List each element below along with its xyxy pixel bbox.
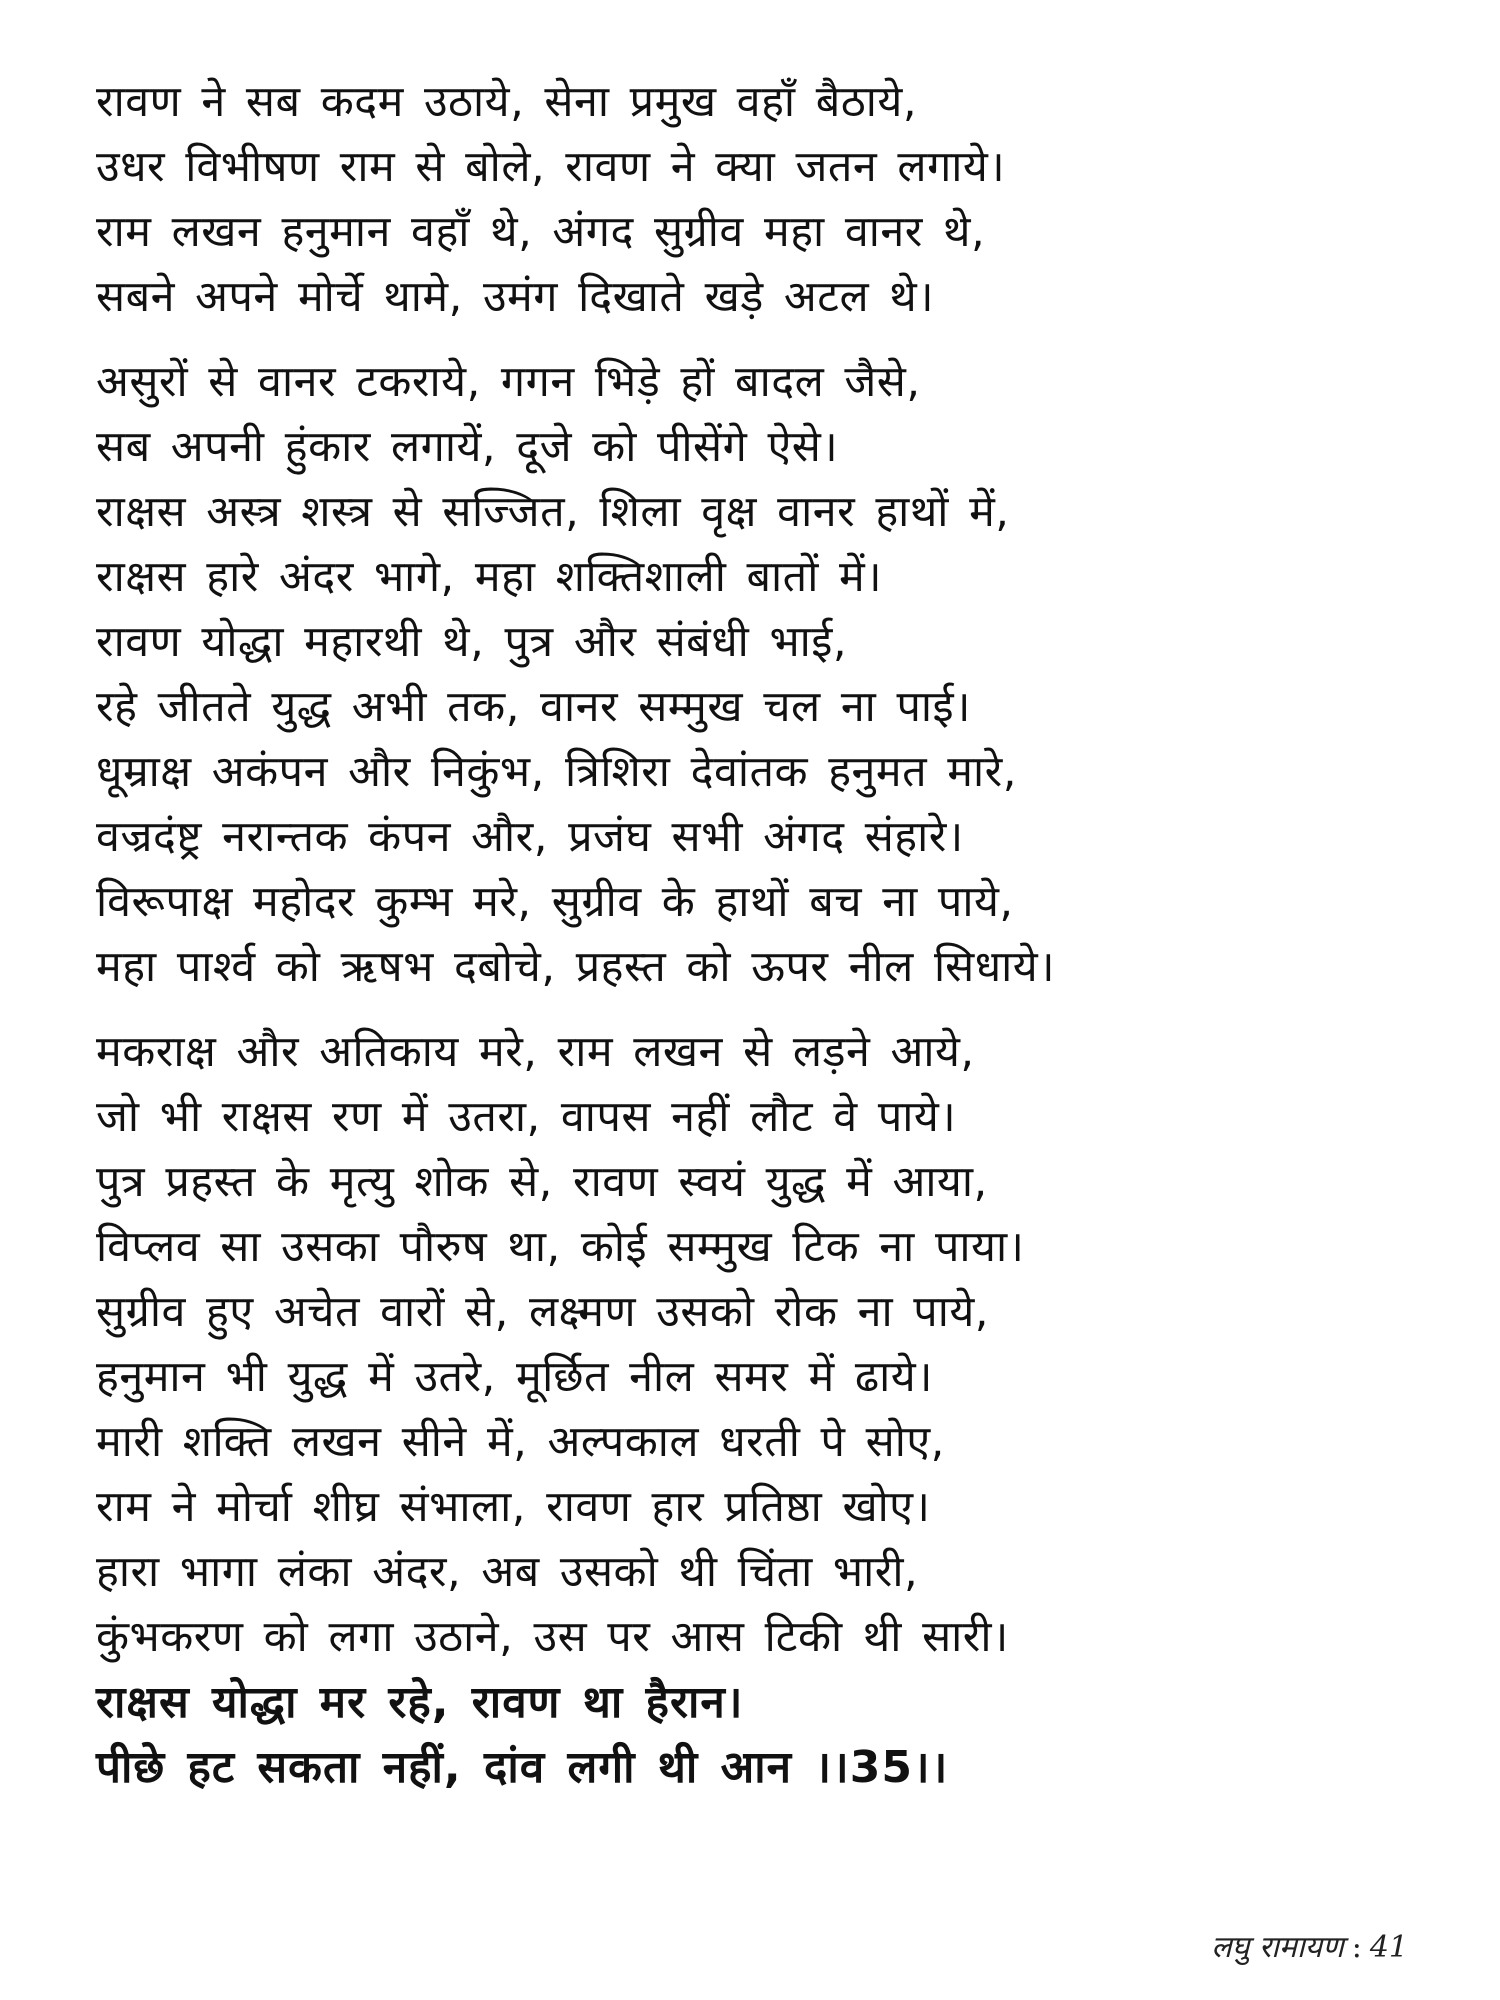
verse-line: धूम्राक्ष अकंपन और निकुंभ, त्रिशिरा देवांतक हनुमत मारे, <box>96 747 1017 797</box>
verse-line: राक्षस हारे अंदर भागे, महा शक्तिशाली बातों में। <box>96 552 883 602</box>
verse-line: पुत्र प्रहस्त के मृत्यु शोक से, रावण स्वयं युद्ध में आया, <box>96 1157 988 1207</box>
verse-line: उधर विभीषण राम से बोले, रावण ने क्या जतन लगाये। <box>96 142 1006 192</box>
verse-line: असुरों से वानर टकराये, गगन भिड़े हों बादल जैसे, <box>96 357 921 407</box>
verse-line: राम ने मोर्चा शीघ्र संभाला, रावण हार प्रतिष्ठा खोए। <box>96 1482 931 1532</box>
verse-line: सबने अपने मोर्चे थामे, उमंग दिखाते खड़े अटल थे। <box>96 272 935 322</box>
footer-separator: : <box>1351 1930 1362 1965</box>
verse-line: रहे जीतते युद्ध अभी तक, वानर सम्मुख चल ना पाई। <box>96 682 971 732</box>
verse-line: रावण ने सब कदम उठाये, सेना प्रमुख वहाँ बैठाये, <box>96 77 918 127</box>
verse-line: राक्षस अस्त्र शस्त्र से सज्जित, शिला वृक्ष वानर हाथों में, <box>96 487 1010 537</box>
page-number: 41 <box>1369 1930 1408 1965</box>
verse-line: सुग्रीव हुए अचेत वारों से, लक्ष्मण उसको रोक ना पाये, <box>96 1287 989 1337</box>
verse-line: विरूपाक्ष महोदर कुम्भ मरे, सुग्रीव के हाथों बच ना पाये, <box>96 877 1014 927</box>
poem-body <box>96 70 1416 1800</box>
verse-line: राम लखन हनुमान वहाँ थे, अंगद सुग्रीव महा वानर थे, <box>96 207 986 257</box>
verse-line: हनुमान भी युद्ध में उतरे, मूर्छित नील समर में ढाये। <box>96 1352 933 1402</box>
doha-line: पीछे हट सकता नहीं, दांव लगी थी आन ।।35।। <box>96 1742 949 1793</box>
stanza-1 <box>96 70 1416 330</box>
page-footer <box>1211 1925 1408 1966</box>
stanza-2 <box>96 350 1416 1000</box>
verse-line: महा पार्श्व को ऋषभ दबोचे, प्रहस्त को ऊपर नील सिधाये। <box>96 942 1056 992</box>
verse-line: हारा भागा लंका अंदर, अब उसको थी चिंता भारी, <box>96 1547 919 1597</box>
verse-line: मकराक्ष और अतिकाय मरे, राम लखन से लड़ने आये, <box>96 1027 975 1077</box>
stanza-3 <box>96 1020 1416 1670</box>
doha-line: राक्षस योद्धा मर रहे, रावण था हैरान। <box>96 1677 744 1728</box>
verse-line: रावण योद्धा महारथी थे, पुत्र और संबंधी भाई, <box>96 617 848 667</box>
verse-line: सब अपनी हुंकार लगायें, दूजे को पीसेंगे ऐसे। <box>96 422 839 472</box>
verse-line: विप्लव सा उसका पौरुष था, कोई सम्मुख टिक ना पाया। <box>96 1222 1025 1272</box>
verse-line: जो भी राक्षस रण में उतरा, वापस नहीं लौट वे पाये। <box>96 1092 957 1142</box>
book-title: लघु रामायण <box>1211 1930 1344 1965</box>
verse-line: मारी शक्ति लखन सीने में, अल्पकाल धरती पे सोए, <box>96 1417 945 1467</box>
doha-couplet <box>96 1670 1416 1800</box>
verse-line: कुंभकरण को लगा उठाने, उस पर आस टिकी थी सारी। <box>96 1612 1009 1662</box>
verse-line: वज्रदंष्ट्र नरान्तक कंपन और, प्रजंघ सभी अंगद संहारे। <box>96 812 964 862</box>
